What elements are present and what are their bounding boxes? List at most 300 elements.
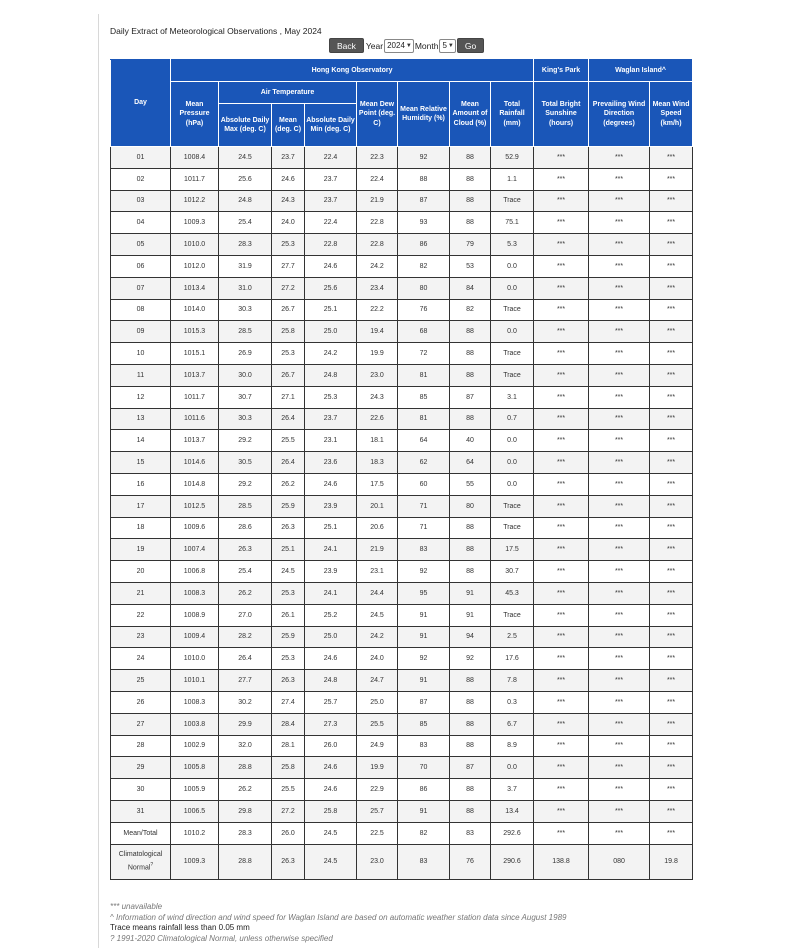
table-cell: 88 xyxy=(450,779,491,801)
table-cell: 24.1 xyxy=(305,539,357,561)
table-cell: 88 xyxy=(450,517,491,539)
table-cell: *** xyxy=(589,582,650,604)
day-cell: 17 xyxy=(111,495,171,517)
table-cell: 45.3 xyxy=(491,582,534,604)
table-cell: *** xyxy=(650,212,693,234)
table-cell: 52.9 xyxy=(491,147,534,169)
table-cell: 87 xyxy=(398,190,450,212)
table-cell: 24.6 xyxy=(305,779,357,801)
table-cell: *** xyxy=(589,364,650,386)
day-cell: 27 xyxy=(111,713,171,735)
table-cell: 25.6 xyxy=(305,277,357,299)
table-cell: 30.7 xyxy=(219,386,272,408)
header-air-temperature: Air Temperature xyxy=(219,82,357,104)
table-cell: *** xyxy=(534,277,589,299)
table-cell: 25.3 xyxy=(272,343,305,365)
table-cell: 25.4 xyxy=(219,212,272,234)
header-cloud: Mean Amount of Cloud (%) xyxy=(450,82,491,147)
table-cell: 24.8 xyxy=(219,190,272,212)
table-cell: *** xyxy=(534,234,589,256)
table-cell: 0.0 xyxy=(491,473,534,495)
table-cell: 1011.6 xyxy=(171,408,219,430)
header-rainfall: Total Rainfall (mm) xyxy=(491,82,534,147)
table-cell: *** xyxy=(589,626,650,648)
table-cell: *** xyxy=(650,561,693,583)
table-cell: 1006.5 xyxy=(171,800,219,822)
table-cell: 25.4 xyxy=(219,561,272,583)
month-select[interactable] xyxy=(439,39,455,53)
table-cell: 1005.8 xyxy=(171,757,219,779)
table-cell: 27.4 xyxy=(272,691,305,713)
table-cell: 24.6 xyxy=(305,473,357,495)
month-select-value: 5 xyxy=(442,41,447,50)
day-cell: 20 xyxy=(111,561,171,583)
table-cell: *** xyxy=(589,190,650,212)
table-cell: 26.2 xyxy=(219,779,272,801)
table-row xyxy=(111,779,693,801)
table-row xyxy=(111,604,693,626)
table-cell: 25.8 xyxy=(272,757,305,779)
table-cell: 13.4 xyxy=(491,800,534,822)
day-cell: 23 xyxy=(111,626,171,648)
note-unavailable: *** unavailable xyxy=(110,902,163,911)
mean-cell: 83 xyxy=(450,822,491,844)
table-cell: 1011.7 xyxy=(171,168,219,190)
table-cell: *** xyxy=(650,670,693,692)
day-cell: 09 xyxy=(111,321,171,343)
table-cell: 29.8 xyxy=(219,800,272,822)
table-cell: 8.9 xyxy=(491,735,534,757)
year-select[interactable] xyxy=(384,39,414,53)
table-cell: 26.0 xyxy=(305,735,357,757)
table-cell: *** xyxy=(650,343,693,365)
table-row xyxy=(111,670,693,692)
day-cell: 14 xyxy=(111,430,171,452)
table-cell: *** xyxy=(589,321,650,343)
table-cell: 25.6 xyxy=(219,168,272,190)
table-cell: 1005.9 xyxy=(171,779,219,801)
day-cell: 07 xyxy=(111,277,171,299)
day-cell: 29 xyxy=(111,757,171,779)
day-cell: 15 xyxy=(111,452,171,474)
clim-cell: 83 xyxy=(398,844,450,879)
table-cell: *** xyxy=(650,517,693,539)
table-cell: 26.4 xyxy=(272,452,305,474)
table-cell: *** xyxy=(534,517,589,539)
table-row xyxy=(111,800,693,822)
table-cell: 30.5 xyxy=(219,452,272,474)
table-cell: 88 xyxy=(450,713,491,735)
table-cell: 88 xyxy=(450,561,491,583)
table-cell: 72 xyxy=(398,343,450,365)
table-cell: 88 xyxy=(450,800,491,822)
table-cell: *** xyxy=(589,670,650,692)
table-cell: *** xyxy=(650,539,693,561)
mean-cell: Mean/Total xyxy=(111,822,171,844)
table-cell: 25.8 xyxy=(272,321,305,343)
table-cell: Trace xyxy=(491,299,534,321)
table-row xyxy=(111,255,693,277)
table-cell: 29.2 xyxy=(219,473,272,495)
table-cell: 81 xyxy=(398,364,450,386)
table-cell: 0.0 xyxy=(491,255,534,277)
table-cell: 7.8 xyxy=(491,670,534,692)
table-cell: 32.0 xyxy=(219,735,272,757)
table-row xyxy=(111,517,693,539)
table-cell: *** xyxy=(534,626,589,648)
table-cell: *** xyxy=(589,234,650,256)
table-cell: 91 xyxy=(398,626,450,648)
day-cell: 24 xyxy=(111,648,171,670)
table-cell: 1010.0 xyxy=(171,234,219,256)
go-button[interactable]: Go xyxy=(457,38,484,53)
table-row xyxy=(111,713,693,735)
table-cell: 23.7 xyxy=(305,408,357,430)
table-cell: 1009.4 xyxy=(171,626,219,648)
table-cell: 92 xyxy=(398,648,450,670)
table-cell: *** xyxy=(589,604,650,626)
period-controls xyxy=(329,38,484,53)
table-cell: 0.7 xyxy=(491,408,534,430)
table-cell: 87 xyxy=(450,757,491,779)
table-cell: 92 xyxy=(450,648,491,670)
table-cell: *** xyxy=(534,408,589,430)
table-cell: 27.2 xyxy=(272,277,305,299)
table-cell: 1015.1 xyxy=(171,343,219,365)
day-cell: 13 xyxy=(111,408,171,430)
table-cell: 80 xyxy=(450,495,491,517)
table-cell: 0.0 xyxy=(491,321,534,343)
table-cell: 25.3 xyxy=(272,582,305,604)
year-label: Year xyxy=(365,40,384,51)
table-cell: 23.7 xyxy=(272,147,305,169)
table-cell: *** xyxy=(534,539,589,561)
table-cell: *** xyxy=(650,473,693,495)
table-cell: 94 xyxy=(450,626,491,648)
table-cell: 24.7 xyxy=(357,670,398,692)
table-cell: *** xyxy=(589,277,650,299)
table-cell: *** xyxy=(650,779,693,801)
table-cell: 18.3 xyxy=(357,452,398,474)
table-cell: 86 xyxy=(398,234,450,256)
table-cell: 1013.4 xyxy=(171,277,219,299)
table-cell: *** xyxy=(650,626,693,648)
table-cell: 26.7 xyxy=(272,299,305,321)
clim-cell: 28.8 xyxy=(219,844,272,879)
table-cell: 23.1 xyxy=(357,561,398,583)
table-cell: *** xyxy=(534,670,589,692)
table-cell: 25.9 xyxy=(272,495,305,517)
day-cell: 02 xyxy=(111,168,171,190)
table-cell: *** xyxy=(650,147,693,169)
table-cell: 30.0 xyxy=(219,364,272,386)
table-cell: 25.8 xyxy=(305,800,357,822)
mean-cell: *** xyxy=(589,822,650,844)
table-cell: *** xyxy=(650,648,693,670)
table-row xyxy=(111,277,693,299)
day-cell: 10 xyxy=(111,343,171,365)
table-cell: *** xyxy=(534,321,589,343)
table-cell: 19.9 xyxy=(357,343,398,365)
table-cell: *** xyxy=(534,713,589,735)
table-cell: 1008.4 xyxy=(171,147,219,169)
table-cell: 20.6 xyxy=(357,517,398,539)
clim-label-mark: ? xyxy=(150,861,154,868)
table-cell: 1015.3 xyxy=(171,321,219,343)
table-cell: 25.1 xyxy=(272,539,305,561)
table-cell: 0.0 xyxy=(491,430,534,452)
day-cell: 31 xyxy=(111,800,171,822)
table-row xyxy=(111,364,693,386)
table-cell: 26.1 xyxy=(272,604,305,626)
table-cell: *** xyxy=(534,691,589,713)
month-label: Month xyxy=(414,40,439,51)
day-cell: 26 xyxy=(111,691,171,713)
mean-cell: 82 xyxy=(398,822,450,844)
table-cell: *** xyxy=(534,147,589,169)
table-cell: 28.2 xyxy=(219,626,272,648)
table-cell: 23.0 xyxy=(357,364,398,386)
table-cell: 70 xyxy=(398,757,450,779)
table-cell: *** xyxy=(534,779,589,801)
table-cell: 23.9 xyxy=(305,495,357,517)
header-sunshine: Total Bright Sunshine (hours) xyxy=(534,82,589,147)
header-kings-park: King's Park xyxy=(534,60,589,82)
table-cell: *** xyxy=(589,713,650,735)
table-cell: 24.6 xyxy=(305,255,357,277)
table-cell: 18.1 xyxy=(357,430,398,452)
mean-cell: 24.5 xyxy=(305,822,357,844)
table-cell: 28.3 xyxy=(219,234,272,256)
table-cell: 1014.8 xyxy=(171,473,219,495)
table-cell: 22.4 xyxy=(305,212,357,234)
table-row xyxy=(111,408,693,430)
table-cell: *** xyxy=(589,648,650,670)
table-cell: 1008.9 xyxy=(171,604,219,626)
day-cell: 08 xyxy=(111,299,171,321)
table-cell: 92 xyxy=(398,561,450,583)
table-cell: *** xyxy=(650,735,693,757)
table-cell: 79 xyxy=(450,234,491,256)
day-cell: 18 xyxy=(111,517,171,539)
table-row xyxy=(111,648,693,670)
table-cell: *** xyxy=(589,517,650,539)
table-row xyxy=(111,299,693,321)
table-cell: 1008.3 xyxy=(171,582,219,604)
table-cell: *** xyxy=(650,255,693,277)
table-cell: 86 xyxy=(398,779,450,801)
table-cell: 22.4 xyxy=(305,147,357,169)
table-cell: 29.2 xyxy=(219,430,272,452)
table-cell: 17.5 xyxy=(357,473,398,495)
chevron-down-icon: ▼ xyxy=(447,42,454,49)
table-cell: 95 xyxy=(398,582,450,604)
table-cell: *** xyxy=(589,430,650,452)
table-row xyxy=(111,190,693,212)
table-cell: 24.4 xyxy=(357,582,398,604)
table-cell: *** xyxy=(589,386,650,408)
table-cell: 25.5 xyxy=(357,713,398,735)
mean-total-row xyxy=(111,822,693,844)
table-cell: *** xyxy=(534,168,589,190)
table-cell: 27.1 xyxy=(272,386,305,408)
header-mean-temp: Mean (deg. C) xyxy=(272,104,305,147)
table-row xyxy=(111,147,693,169)
table-cell: 88 xyxy=(398,168,450,190)
table-row xyxy=(111,430,693,452)
table-row xyxy=(111,561,693,583)
back-button[interactable]: Back xyxy=(329,38,364,53)
table-cell: *** xyxy=(650,430,693,452)
table-cell: 30.7 xyxy=(491,561,534,583)
header-day: Day xyxy=(111,60,171,147)
table-cell: 26.2 xyxy=(219,582,272,604)
header-wind-speed: Mean Wind Speed (km/h) xyxy=(650,82,693,147)
note-waglan: ^ Information of wind direction and wind speed for Waglan Island are based on automatic weather station data since August 1989 xyxy=(110,912,567,922)
table-cell: 22.8 xyxy=(305,234,357,256)
table-cell: 88 xyxy=(450,364,491,386)
table-row xyxy=(111,386,693,408)
table-cell: 25.5 xyxy=(272,779,305,801)
table-cell: *** xyxy=(534,648,589,670)
table-row xyxy=(111,691,693,713)
table-cell: 24.6 xyxy=(305,648,357,670)
table-cell: 25.3 xyxy=(305,386,357,408)
table-cell: *** xyxy=(534,255,589,277)
table-cell: 24.3 xyxy=(272,190,305,212)
table-cell: *** xyxy=(650,190,693,212)
table-cell: *** xyxy=(589,255,650,277)
table-cell: 1014.6 xyxy=(171,452,219,474)
table-cell: 1013.7 xyxy=(171,430,219,452)
table-cell: 87 xyxy=(398,691,450,713)
table-cell: 19.9 xyxy=(357,757,398,779)
table-cell: *** xyxy=(534,452,589,474)
table-cell: 22.8 xyxy=(357,212,398,234)
table-cell: *** xyxy=(534,582,589,604)
table-cell: *** xyxy=(650,691,693,713)
mean-cell: 22.5 xyxy=(357,822,398,844)
day-cell: 21 xyxy=(111,582,171,604)
note-trace: Trace means rainfall less than 0.05 mm xyxy=(110,923,250,932)
day-cell: 06 xyxy=(111,255,171,277)
table-cell: *** xyxy=(589,299,650,321)
table-cell: 25.7 xyxy=(357,800,398,822)
table-cell: 27.7 xyxy=(272,255,305,277)
table-cell: 91 xyxy=(450,582,491,604)
table-cell: 87 xyxy=(450,386,491,408)
table-cell: *** xyxy=(650,408,693,430)
table-cell: 88 xyxy=(450,168,491,190)
table-cell: Trace xyxy=(491,604,534,626)
table-cell: 88 xyxy=(450,321,491,343)
table-cell: 28.5 xyxy=(219,321,272,343)
mean-cell: 292.6 xyxy=(491,822,534,844)
table-cell: *** xyxy=(650,234,693,256)
table-cell: 83 xyxy=(398,735,450,757)
table-cell: *** xyxy=(589,735,650,757)
clim-cell: 76 xyxy=(450,844,491,879)
table-cell: Trace xyxy=(491,495,534,517)
day-cell: 19 xyxy=(111,539,171,561)
table-cell: 28.5 xyxy=(219,495,272,517)
table-cell: 3.7 xyxy=(491,779,534,801)
table-cell: *** xyxy=(650,582,693,604)
table-cell: 71 xyxy=(398,517,450,539)
table-cell: 75.1 xyxy=(491,212,534,234)
table-cell: 24.5 xyxy=(272,561,305,583)
table-cell: 24.1 xyxy=(305,582,357,604)
table-row xyxy=(111,539,693,561)
table-cell: 91 xyxy=(450,604,491,626)
table-cell: 31.0 xyxy=(219,277,272,299)
table-cell: 0.3 xyxy=(491,691,534,713)
table-cell: 20.1 xyxy=(357,495,398,517)
table-cell: *** xyxy=(589,212,650,234)
table-row xyxy=(111,212,693,234)
day-cell: 01 xyxy=(111,147,171,169)
table-cell: 1003.8 xyxy=(171,713,219,735)
page-left-border xyxy=(98,14,99,948)
table-row xyxy=(111,234,693,256)
table-cell: 26.3 xyxy=(272,670,305,692)
table-cell: *** xyxy=(534,386,589,408)
table-cell: *** xyxy=(534,757,589,779)
table-cell: 25.0 xyxy=(357,691,398,713)
table-cell: *** xyxy=(589,473,650,495)
table-cell: 64 xyxy=(450,452,491,474)
mean-cell: 26.0 xyxy=(272,822,305,844)
table-cell: 1007.4 xyxy=(171,539,219,561)
table-cell: *** xyxy=(589,691,650,713)
clim-label: Climatological Normal xyxy=(118,850,163,872)
table-cell: 25.1 xyxy=(305,517,357,539)
table-cell: *** xyxy=(534,343,589,365)
table-cell: 22.9 xyxy=(357,779,398,801)
table-cell: 27.7 xyxy=(219,670,272,692)
table-cell: 19.4 xyxy=(357,321,398,343)
table-cell: 88 xyxy=(450,691,491,713)
table-row xyxy=(111,735,693,757)
table-cell: 88 xyxy=(450,190,491,212)
table-cell: Trace xyxy=(491,517,534,539)
table-cell: *** xyxy=(534,561,589,583)
clim-cell: 1009.3 xyxy=(171,844,219,879)
table-cell: 1012.5 xyxy=(171,495,219,517)
table-cell: 85 xyxy=(398,713,450,735)
table-cell: 22.6 xyxy=(357,408,398,430)
table-cell: 22.8 xyxy=(357,234,398,256)
table-cell: 5.3 xyxy=(491,234,534,256)
table-cell: 25.1 xyxy=(305,299,357,321)
table-cell: 3.1 xyxy=(491,386,534,408)
table-cell: 27.3 xyxy=(305,713,357,735)
table-cell: 17.6 xyxy=(491,648,534,670)
table-cell: 24.0 xyxy=(272,212,305,234)
table-cell: 24.3 xyxy=(357,386,398,408)
table-cell: 27.2 xyxy=(272,800,305,822)
table-cell: *** xyxy=(650,277,693,299)
table-cell: 26.4 xyxy=(219,648,272,670)
mean-cell: *** xyxy=(534,822,589,844)
table-cell: 68 xyxy=(398,321,450,343)
table-cell: 91 xyxy=(398,604,450,626)
table-cell: *** xyxy=(534,473,589,495)
table-cell: 40 xyxy=(450,430,491,452)
table-cell: 88 xyxy=(450,539,491,561)
table-cell: 22.3 xyxy=(357,147,398,169)
table-cell: 25.0 xyxy=(305,321,357,343)
